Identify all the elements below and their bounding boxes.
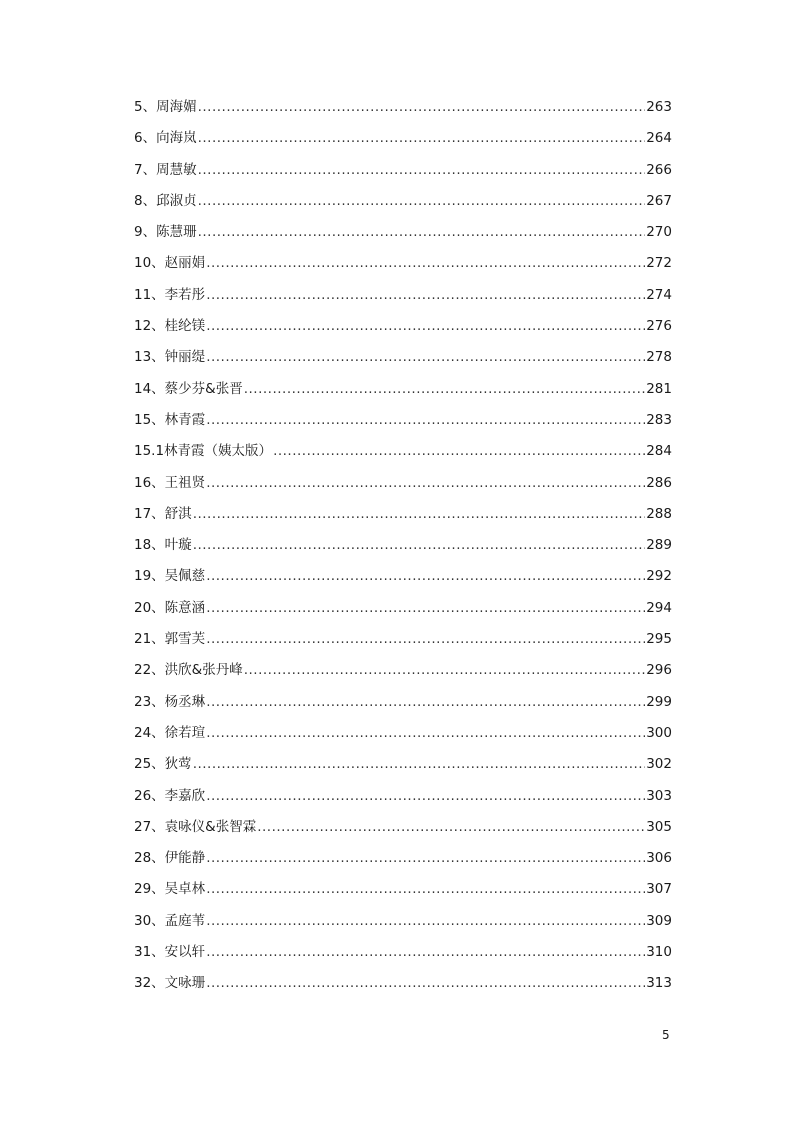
toc-entry-page: 270 [646,224,672,241]
dot-leader [193,751,646,777]
dot-leader [193,532,646,558]
toc-entry-page: 283 [646,411,672,428]
toc-entry-page: 310 [646,944,672,961]
toc-entry-page: 264 [646,130,672,147]
toc-entry[interactable] [134,188,672,219]
toc-entry[interactable] [134,376,672,407]
toc-entry-title: 10、赵丽娟 [134,255,206,272]
toc-entry-page: 294 [646,599,672,616]
toc-entry-title: 9、陈慧珊 [134,224,197,241]
dot-leader [198,125,646,151]
toc-entry-title: 13、钟丽缇 [134,349,206,366]
toc-entry-page: 302 [646,756,672,773]
dot-leader [273,438,645,464]
toc-entry-title: 11、李若彤 [134,286,206,303]
toc-entry-page: 266 [646,161,672,178]
toc-entry[interactable] [134,970,672,1001]
toc-entry[interactable] [134,595,672,626]
toc-entry-title: 26、李嘉欣 [134,787,206,804]
toc-entry[interactable] [134,219,672,250]
toc-entry-page: 281 [646,380,672,397]
toc-entry-title: 18、叶璇 [134,537,192,554]
toc-entry-title: 15.1林青霞（姨太版） [134,443,273,460]
toc-entry[interactable] [134,908,672,939]
dot-leader [206,563,645,589]
toc-entry-title: 30、孟庭苇 [134,912,206,929]
dot-leader [206,282,645,308]
dot-leader [206,313,645,339]
toc-entry-page: 284 [646,443,672,460]
toc-entry-title: 16、王祖贤 [134,474,206,491]
toc-entry-page: 267 [646,192,672,209]
toc-entry-title: 29、吴卓林 [134,881,206,898]
page-number: 5 [662,1028,670,1042]
dot-leader [206,595,645,621]
toc-entry[interactable] [134,313,672,344]
toc-entry-page: 286 [646,474,672,491]
toc-entry[interactable] [134,814,672,845]
toc-entry-page: 295 [646,631,672,648]
toc-entry[interactable] [134,751,672,782]
toc-entry-page: 305 [646,818,672,835]
toc-entry[interactable] [134,563,672,594]
dot-leader [198,219,646,245]
toc-entry-page: 300 [646,724,672,741]
toc-entry[interactable] [134,689,672,720]
dot-leader [206,939,645,965]
toc-entry-page: 263 [646,99,672,115]
toc-entry-title: 17、舒淇 [134,505,192,522]
toc-entry[interactable] [134,720,672,751]
dot-leader [198,157,646,183]
toc-entry-title: 8、邱淑贞 [134,192,197,209]
toc-entry-page: 296 [646,662,672,679]
toc-entry-page: 306 [646,850,672,867]
toc-entry-title: 32、文咏珊 [134,975,206,992]
toc-entry[interactable] [134,282,672,313]
toc-entry[interactable] [134,626,672,657]
toc-entry[interactable] [134,125,672,156]
toc-entry-page: 276 [646,318,672,335]
toc-entry-title: 15、林青霞 [134,411,206,428]
toc-entry-page: 278 [646,349,672,366]
toc-entry-title: 25、狄莺 [134,756,192,773]
toc-entry[interactable] [134,250,672,281]
dot-leader [244,657,646,683]
toc-entry[interactable] [134,876,672,907]
toc-entry[interactable] [134,94,672,125]
toc-entry[interactable] [134,407,672,438]
toc-entry-page: 274 [646,286,672,303]
toc-entry-page: 288 [646,505,672,522]
toc-entry-title: 21、郭雪芙 [134,631,206,648]
toc-entry[interactable] [134,438,672,469]
toc-entry-title: 23、杨丞琳 [134,693,206,710]
dot-leader [198,188,646,214]
dot-leader [206,908,645,934]
toc-entry-title: 28、伊能静 [134,850,206,867]
toc-entry-title: 19、吴佩慈 [134,568,206,585]
toc-entry-page: 299 [646,693,672,710]
toc-entry-title: 12、桂纶镁 [134,318,206,335]
toc-entry-page: 303 [646,787,672,804]
dot-leader [206,783,645,809]
table-of-contents [134,94,672,1002]
toc-entry[interactable] [134,845,672,876]
toc-entry-page: 309 [646,912,672,929]
toc-entry-title: 5、周海媚 [134,99,197,115]
toc-entry-page: 292 [646,568,672,585]
toc-entry-page: 307 [646,881,672,898]
dot-leader [257,814,645,840]
dot-leader [206,970,645,996]
toc-entry-title: 27、袁咏仪&张智霖 [134,818,257,835]
toc-entry[interactable] [134,470,672,501]
toc-entry-title: 31、安以轩 [134,944,206,961]
toc-entry[interactable] [134,939,672,970]
dot-leader [206,876,645,902]
toc-entry-title: 6、向海岚 [134,130,197,147]
dot-leader [198,94,646,120]
dot-leader [206,689,645,715]
dot-leader [206,407,645,433]
dot-leader [206,626,645,652]
toc-entry-title: 14、蔡少芬&张晋 [134,380,243,397]
dot-leader [206,250,645,276]
toc-entry-title: 7、周慧敏 [134,161,197,178]
dot-leader [206,845,645,871]
dot-leader [206,470,645,496]
toc-entry-title: 22、洪欣&张丹峰 [134,662,243,679]
dot-leader [193,501,646,527]
toc-entry-title: 20、陈意涵 [134,599,206,616]
toc-entry[interactable] [134,532,672,563]
toc-entry-page: 289 [646,537,672,554]
toc-entry[interactable] [134,783,672,814]
toc-entry[interactable] [134,344,672,375]
dot-leader [206,344,645,370]
toc-entry[interactable] [134,157,672,188]
toc-entry-page: 313 [646,975,672,992]
dot-leader [244,376,646,402]
dot-leader [206,720,645,746]
toc-entry-page: 272 [646,255,672,272]
toc-entry[interactable] [134,501,672,532]
toc-entry-title: 24、徐若瑄 [134,724,206,741]
toc-entry[interactable] [134,657,672,688]
